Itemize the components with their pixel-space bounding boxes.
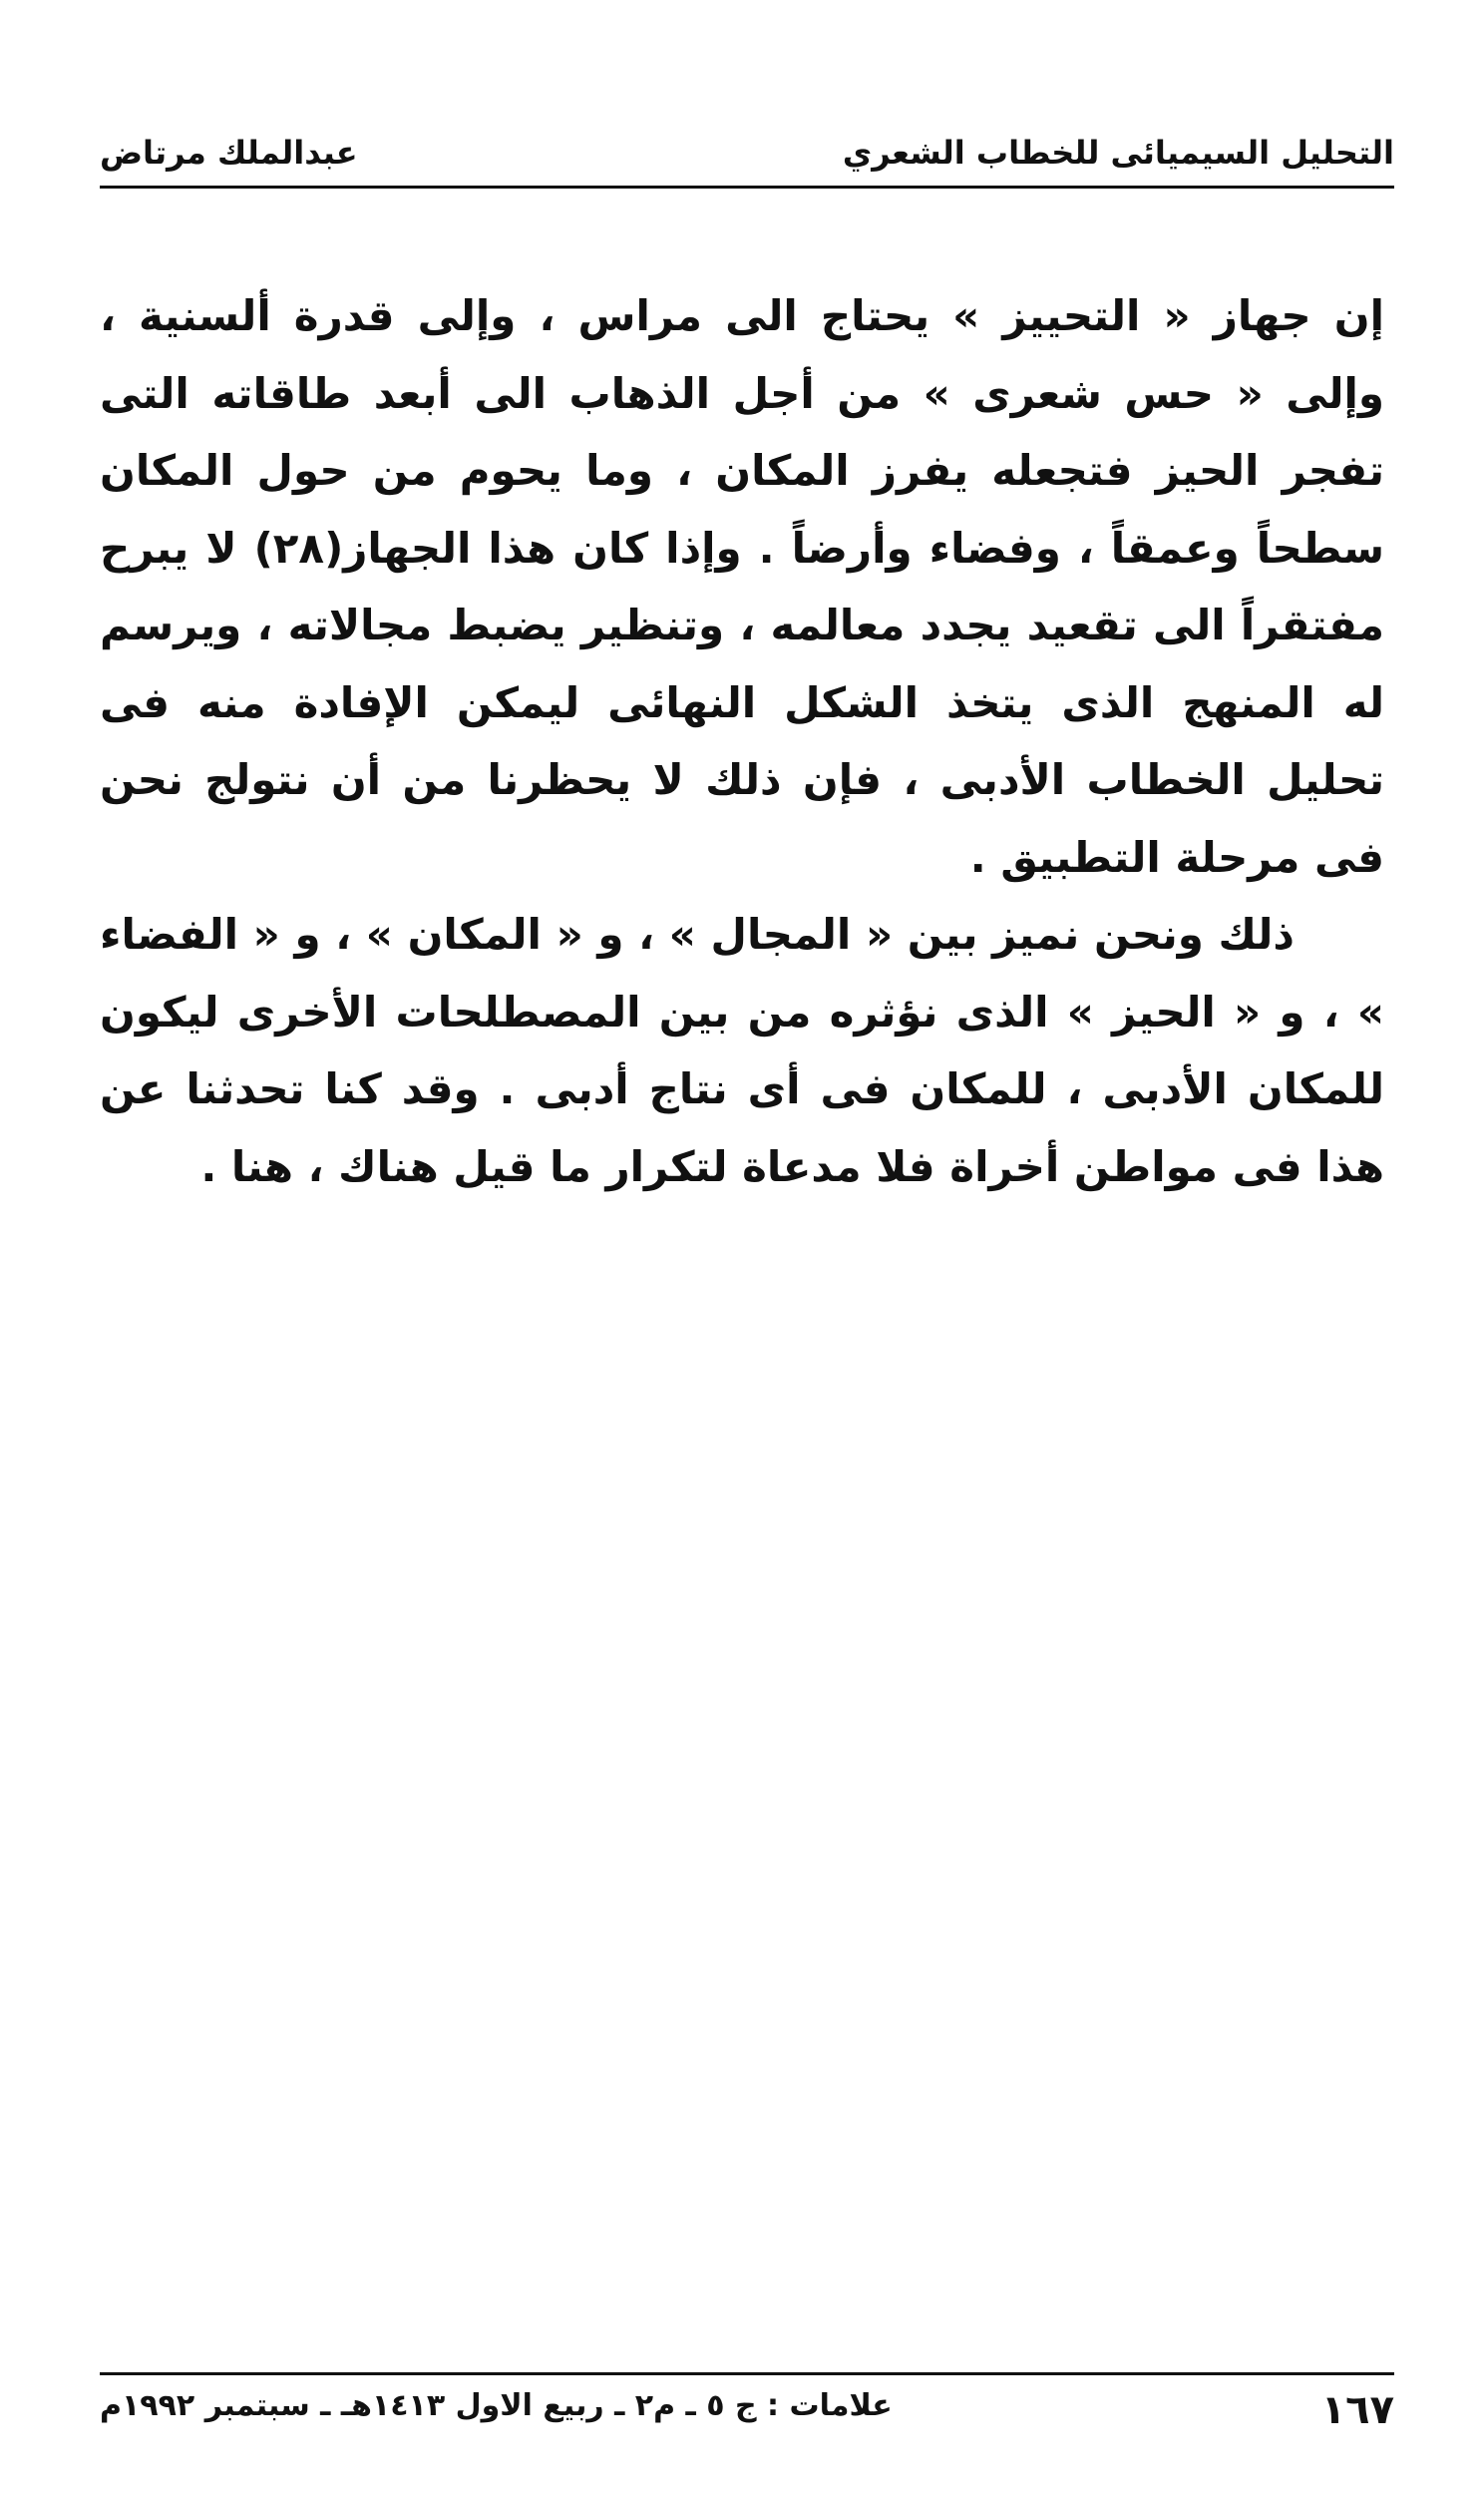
paragraph: إن جهاز « التحييز » يحتاج الى مراس ، وإلى قدرة ألسنية ، وإلى « حس شعرى » من أجل الذهاب الى أبعد طاقاته التى تفجر الحيز فتجعله يفرز المكان ، وما يحوم من حول المكان سطحاً وعمقاً ، وفضاء وأرضاً . وإذا كان هذا الجهاز(٢٨) لا يبرح مفتقراً الى تقعيد يجدد معالمه ، وتنظير يضبط مجالاته ، ويرسم له المنهج الذى يتخذ الشكل النهائى ليمكن الإفادة منه فى تحليل الخطاب الأدبى ، فإن ذلك لا يحظرنا من أن نتولج نحن فى مرحلة التطبيق . — [100, 291, 1384, 882]
header-rule — [100, 186, 1394, 189]
journal-citation: علامات : ج ٥ ـ م٢ ـ ربيع الاول ١٤١٣هـ ـ سبتمبر ١٩٩٢م — [100, 2388, 893, 2423]
author-name: عبدالملك مرتاض — [100, 133, 358, 172]
page-number: ١٦٧ — [1320, 2387, 1394, 2433]
book-title: التحليل السيميائى للخطاب الشعري — [842, 133, 1394, 172]
paragraph: ذلك ونحن نميز بين « المجال » ، و « المكان » ، و « الفضاء » ، و « الحيز » الذى نؤثره من بين المصطلحات الأخرى ليكون للمكان الأدبى ، للمكان فى أى نتاج أدبى . وقد كنا تحدثنا عن هذا فى مواطن أخراة فلا مدعاة لتكرار ما قيل هناك ، هنا . — [100, 910, 1384, 1191]
running-footer — [100, 2386, 1394, 2434]
footer-rule — [100, 2372, 1394, 2375]
running-header — [100, 112, 1394, 172]
body-text — [100, 277, 1384, 1205]
